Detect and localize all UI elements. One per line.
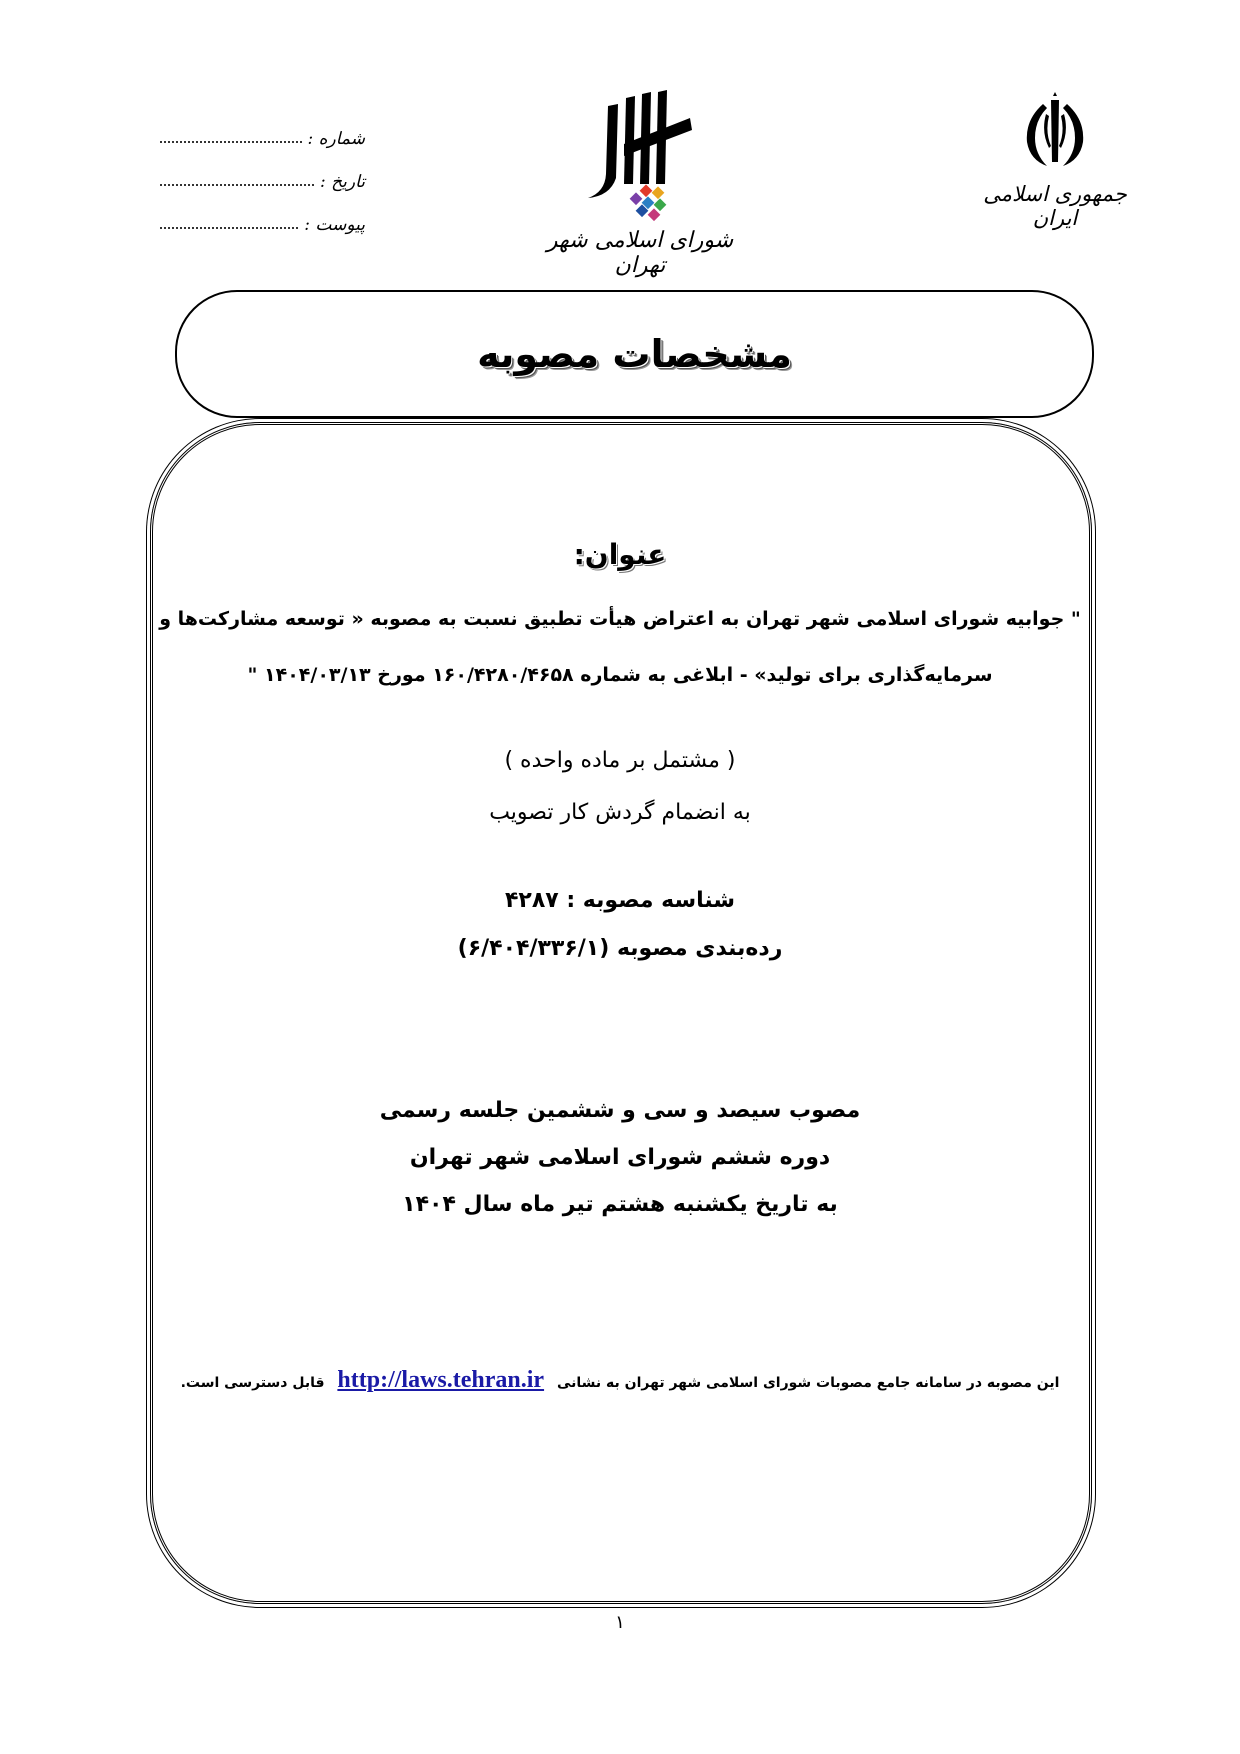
approval-line-2: دوره ششم شورای اسلامی شهر تهران <box>409 1145 831 1170</box>
availability-text-before: این مصوبه در سامانه جامع مصوبات شورای اسلامی شهر تهران به نشانی <box>556 1375 1060 1391</box>
title-box <box>175 290 1094 418</box>
subject-label: عنوان: <box>573 538 667 571</box>
field-attachment-blank <box>160 227 298 229</box>
council-logo <box>540 88 740 278</box>
field-date-blank <box>160 184 314 186</box>
scope-line-1: ( مشتمل بر ماده واحده ) <box>504 748 736 773</box>
reference-fields <box>160 106 365 235</box>
availability-note <box>150 1367 1090 1394</box>
subject-line-1: " جوابیه شورای اسلامی شهر تهران به اعتراض هیأت تطبیق نسبت به مصوبه « توسعه مشارکت‌ها و <box>159 608 1081 630</box>
field-number-label: شماره : <box>307 129 365 149</box>
council-name: شورای اسلامی شهر تهران <box>546 228 734 278</box>
page-title: مشخصات مصوبه <box>477 332 792 376</box>
page-number: ۱ <box>615 1612 625 1633</box>
iran-emblem-icon <box>1013 92 1097 176</box>
subject-line-2: سرمایه‌گذاری برای تولید» - ابلاغی به شماره ۱۶۰/۴۲۸۰/۴۶۵۸ مورخ ۱۴۰۴/۰۳/۱۳ " <box>247 664 993 686</box>
resolution-classification: رده‌بندی مصوبه (۶/۴۰۴/۳۳۶/۱) <box>457 936 783 961</box>
field-number-blank <box>160 141 302 143</box>
field-attachment-label: پیوست : <box>304 215 365 235</box>
field-date <box>160 149 365 192</box>
approval-line-3: به تاریخ یکشنبه هشتم تیر ماه سال ۱۴۰۴ <box>402 1192 838 1217</box>
field-number <box>160 106 365 149</box>
field-attachment <box>160 192 365 235</box>
availability-text-after: قابل دسترسی است. <box>180 1375 325 1391</box>
laws-link[interactable]: http://laws.tehran.ir <box>337 1367 545 1393</box>
resolution-id: شناسه مصوبه : ۴۲۸۷ <box>504 888 736 913</box>
main-content-box <box>150 422 1092 1604</box>
emblem-caption: جمهوری اسلامی ایران <box>983 182 1127 230</box>
approval-line-1: مصوب سیصد و سی و ششمین جلسه رسمی <box>379 1098 861 1123</box>
field-date-label: تاریخ : <box>320 172 365 192</box>
council-logo-icon <box>570 88 710 228</box>
scope-line-2: به انضمام گردش کار تصویب <box>489 800 751 825</box>
national-emblem <box>975 92 1135 230</box>
